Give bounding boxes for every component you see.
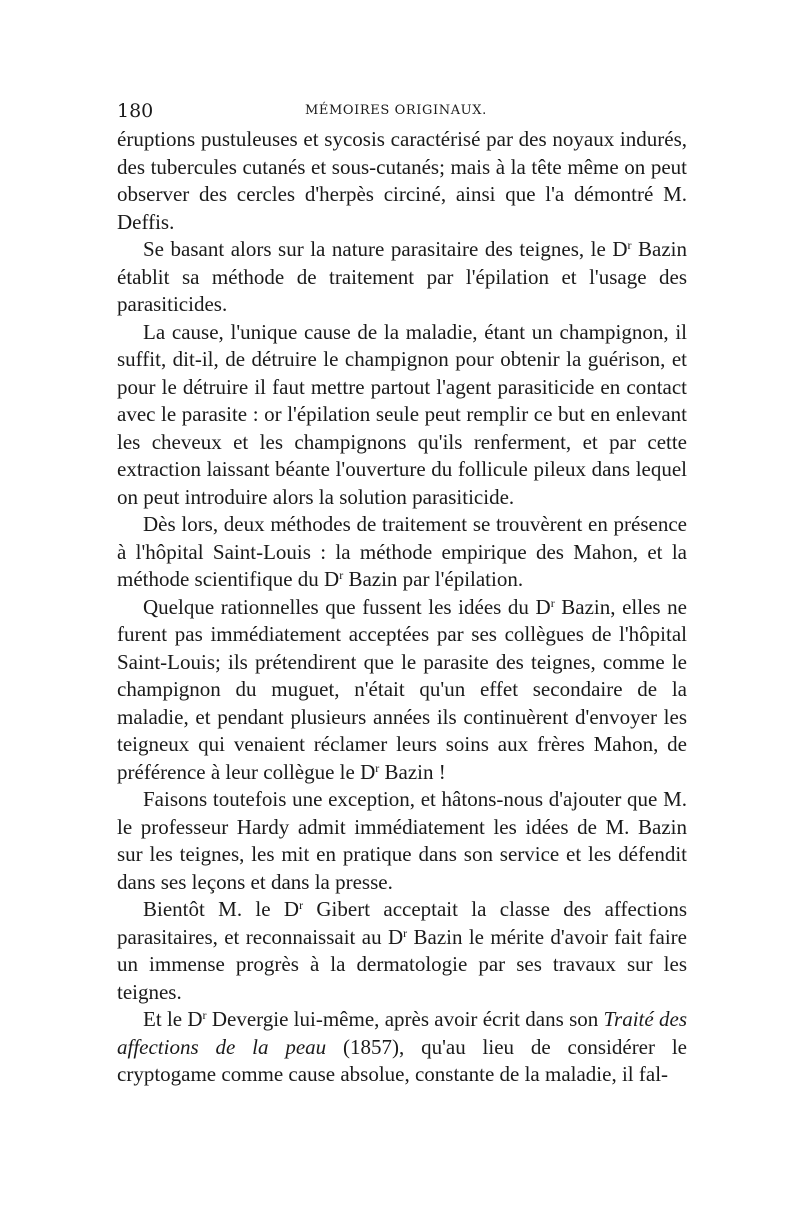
paragraph-6 — [117, 786, 687, 896]
paragraph-6-text: Faisons toutefois une exception, et hâtons-nous d'ajouter que M. le professeur Hardy admit immédiatement les idées de M. Bazin sur les teignes, les mit en pratique dans son service et les défendit dans ses leçons et dans la presse. — [117, 787, 687, 894]
running-head — [117, 96, 687, 126]
paragraph-7-mid: Gibert acceptait la classe des affections parasitaires, et reconnaissait au D — [117, 897, 687, 949]
paragraph-5-pre: Quelque rationnelles que fussent les idées du D — [143, 594, 551, 619]
paragraph-8-book-title: Traité des affections de la peau — [117, 1007, 687, 1059]
paragraph-5-post: Bazin ! — [379, 759, 446, 784]
paragraph-8-mid: Devergie lui-même, après avoir écrit dans son — [206, 1007, 604, 1031]
paragraph-4-pre: Dès lors, deux méthodes de traitement se trouvèrent en présence à l'hôpital Saint-Louis : la méthode empirique des Mahon, et la méthode scientifique du D — [117, 512, 687, 591]
paragraph-4-sup: r — [339, 568, 344, 582]
book-page — [117, 96, 687, 1089]
paragraph-7-post: Bazin le mérite d'avoir fait faire un immense progrès à la dermatologie par ses travaux sur les teignes. — [117, 924, 688, 1004]
paragraph-7 — [117, 896, 687, 1006]
paragraph-8-post: (1857), qu'au lieu de considérer le cryptogame comme cause absolue, constante de la maladie, il fal- — [117, 1034, 687, 1086]
paragraph-8-pre: Et le D — [143, 1007, 203, 1031]
paragraph-4-post: Bazin par l'épilation. — [343, 567, 524, 591]
paragraph-5 — [117, 594, 687, 787]
paragraph-2-sup: r — [627, 238, 632, 252]
paragraph-4 — [117, 511, 687, 594]
paragraph-2-post: Bazin établit sa méthode de traitement par l'épilation et l'usage des parasiticides. — [117, 237, 687, 316]
paragraph-5-sup-2: r — [375, 760, 380, 775]
running-title: MÉMOIRES ORIGINAUX. — [305, 103, 487, 118]
paragraph-1 — [117, 126, 687, 236]
body-text — [117, 126, 687, 1089]
paragraph-7-pre: Bientôt M. le D — [143, 897, 300, 921]
paragraph-7-sup: r — [299, 898, 304, 912]
page-number: 180 — [117, 100, 154, 122]
paragraph-2 — [117, 236, 687, 319]
paragraph-2-pre: Se basant alors sur la nature parasitaire des teignes, le D — [143, 237, 628, 261]
paragraph-8-sup: r — [202, 1008, 207, 1022]
paragraph-3-text: La cause, l'unique cause de la maladie, étant un champignon, il suffit, dit-il, de détruire le champignon pour obtenir la guérison, et pour le détruire il faut mettre partout l'agent parasiticide en contact avec le parasite : or l'épilation seule peut remplir ce but en enlevant les cheveux et les champignons qu'ils renferment, et par cette extraction laissant béante l'ouverture du follicule pileux dans lequel on peut introduire alors la solution parasiticide. — [117, 319, 687, 509]
paragraph-7-sup-2: r — [403, 925, 408, 940]
paragraph-5-sup: r — [550, 595, 555, 610]
paragraph-8 — [117, 1006, 687, 1089]
paragraph-3 — [117, 319, 687, 512]
paragraph-1-text: éruptions pustuleuses et sycosis caractérisé par des noyaux indurés, des tubercules cutanés et sous-cutanés; mais à la tête même on peut observer des cercles d'herpès circiné, ainsi que l'a démontré M. Deffis. — [117, 127, 687, 234]
paragraph-5-mid: Bazin, elles ne furent pas immédiatement acceptées par ses collègues de l'hôpital Saint-Louis; ils prétendirent que le parasite des teignes, comme le champignon du muguet, n'était qu'un effet secondaire de la maladie, et pendant plusieurs années ils continuèrent d'envoyer les teigneux qui venaient réclamer leurs soins aux frères Mahon, de préférence à leur collègue le D — [117, 594, 687, 784]
